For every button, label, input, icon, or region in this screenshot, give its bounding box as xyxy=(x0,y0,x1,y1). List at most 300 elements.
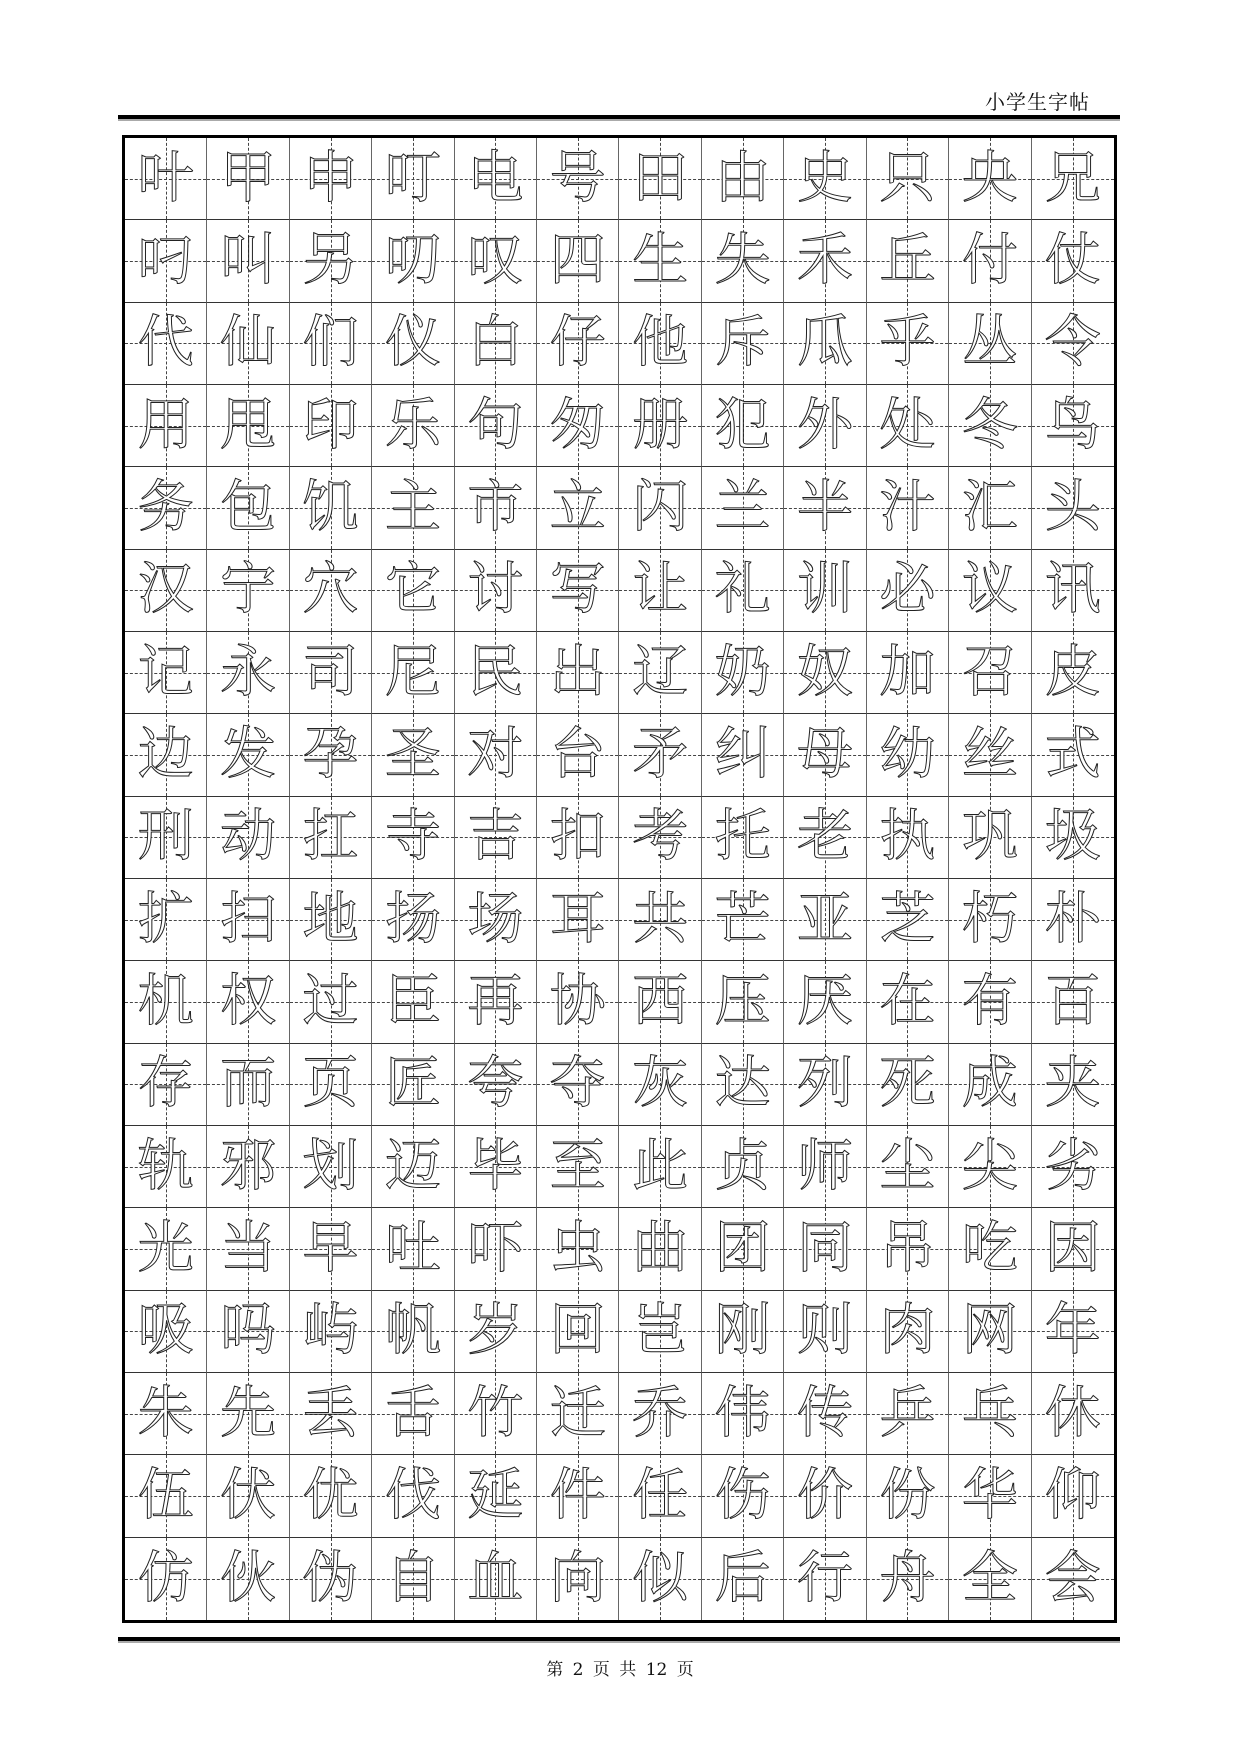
practice-character: 刚 xyxy=(714,1298,771,1364)
practice-character: 仔 xyxy=(549,310,606,376)
practice-character: 汇 xyxy=(961,474,1018,540)
practice-character: 央 xyxy=(961,145,1018,211)
practice-character: 印 xyxy=(302,392,359,458)
practice-character: 西 xyxy=(632,968,689,1034)
practice-cell xyxy=(1032,1291,1114,1373)
practice-character: 吐 xyxy=(384,1215,441,1281)
practice-character: 朴 xyxy=(1044,886,1101,952)
practice-cell xyxy=(619,961,701,1043)
practice-cell xyxy=(125,797,207,879)
practice-cell xyxy=(619,220,701,302)
practice-cell xyxy=(619,797,701,879)
practice-cell xyxy=(537,1126,619,1208)
practice-character: 仿 xyxy=(137,1545,194,1611)
practice-cell xyxy=(125,220,207,302)
practice-character: 立 xyxy=(549,474,606,540)
practice-character: 尖 xyxy=(961,1133,1018,1199)
practice-cell xyxy=(537,1291,619,1373)
practice-character: 协 xyxy=(549,968,606,1034)
practice-cell xyxy=(949,138,1031,220)
practice-character: 边 xyxy=(137,721,194,787)
practice-cell xyxy=(207,385,289,467)
practice-character: 申 xyxy=(302,145,359,211)
practice-character: 死 xyxy=(879,1051,936,1117)
practice-cell xyxy=(702,714,784,796)
practice-character: 头 xyxy=(1044,474,1101,540)
practice-cell xyxy=(455,303,537,385)
practice-cell xyxy=(619,385,701,467)
practice-character: 冬 xyxy=(961,392,1018,458)
practice-character: 丝 xyxy=(961,721,1018,787)
practice-character: 议 xyxy=(961,557,1018,623)
practice-character: 亚 xyxy=(797,886,854,952)
practice-character: 有 xyxy=(961,968,1018,1034)
practice-character: 老 xyxy=(797,804,854,870)
practice-character: 网 xyxy=(961,1298,1018,1364)
practice-cell xyxy=(867,1044,949,1126)
practice-character: 丛 xyxy=(961,310,1018,376)
practice-character: 永 xyxy=(220,639,277,705)
practice-cell xyxy=(867,1291,949,1373)
practice-cell xyxy=(537,1373,619,1455)
practice-character: 伪 xyxy=(302,1545,359,1611)
practice-character: 则 xyxy=(797,1298,854,1364)
practice-character: 对 xyxy=(467,721,524,787)
practice-character: 瓜 xyxy=(797,310,854,376)
practice-character: 四 xyxy=(549,227,606,293)
practice-character: 同 xyxy=(797,1215,854,1281)
practice-cell xyxy=(207,632,289,714)
practice-character: 司 xyxy=(302,639,359,705)
practice-cell xyxy=(537,303,619,385)
practice-character: 劣 xyxy=(1044,1133,1101,1199)
practice-character: 宁 xyxy=(220,557,277,623)
practice-cell xyxy=(455,632,537,714)
practice-character: 禾 xyxy=(797,227,854,293)
practice-cell xyxy=(949,1538,1031,1620)
practice-cell xyxy=(619,550,701,632)
practice-cell xyxy=(867,797,949,879)
practice-cell xyxy=(702,385,784,467)
practice-cell xyxy=(207,1291,289,1373)
practice-character: 皮 xyxy=(1044,639,1101,705)
practice-character: 伍 xyxy=(137,1462,194,1528)
practice-cell xyxy=(125,1291,207,1373)
practice-character: 吸 xyxy=(137,1298,194,1364)
practice-character: 刑 xyxy=(137,804,194,870)
practice-cell xyxy=(372,550,454,632)
practice-cell xyxy=(372,1208,454,1290)
practice-cell xyxy=(702,1455,784,1537)
practice-character: 场 xyxy=(467,886,524,952)
practice-character: 处 xyxy=(879,392,936,458)
practice-cell xyxy=(207,1455,289,1537)
practice-character: 师 xyxy=(797,1133,854,1199)
practice-character: 毕 xyxy=(467,1133,524,1199)
practice-character: 舟 xyxy=(879,1545,936,1611)
practice-character: 汁 xyxy=(879,474,936,540)
practice-character: 先 xyxy=(220,1380,277,1446)
practice-cell xyxy=(455,1044,537,1126)
practice-cell xyxy=(1032,879,1114,961)
practice-character: 丢 xyxy=(302,1380,359,1446)
practice-cell xyxy=(372,138,454,220)
practice-character: 曲 xyxy=(632,1215,689,1281)
practice-character: 穴 xyxy=(302,557,359,623)
practice-cell xyxy=(290,961,372,1043)
practice-cell xyxy=(125,1044,207,1126)
practice-character: 任 xyxy=(632,1462,689,1528)
practice-cell xyxy=(1032,1126,1114,1208)
practice-cell xyxy=(949,879,1031,961)
practice-character: 圾 xyxy=(1044,804,1101,870)
practice-cell xyxy=(784,1538,866,1620)
practice-character: 写 xyxy=(549,557,606,623)
practice-cell xyxy=(125,961,207,1043)
practice-character: 邪 xyxy=(220,1133,277,1199)
practice-cell xyxy=(619,1044,701,1126)
practice-character: 叫 xyxy=(220,227,277,293)
practice-cell xyxy=(537,467,619,549)
practice-cell xyxy=(290,797,372,879)
practice-character: 自 xyxy=(384,1545,441,1611)
practice-cell xyxy=(702,797,784,879)
practice-character: 吃 xyxy=(961,1215,1018,1281)
practice-character: 向 xyxy=(549,1545,606,1611)
practice-character: 舌 xyxy=(384,1380,441,1446)
practice-character: 执 xyxy=(879,804,936,870)
practice-cell xyxy=(1032,138,1114,220)
practice-cell xyxy=(867,220,949,302)
practice-character: 台 xyxy=(549,721,606,787)
practice-cell xyxy=(125,879,207,961)
practice-cell xyxy=(784,467,866,549)
practice-cell xyxy=(867,1455,949,1537)
practice-character: 只 xyxy=(879,145,936,211)
practice-character: 失 xyxy=(714,227,771,293)
practice-character: 伐 xyxy=(384,1462,441,1528)
practice-character: 匆 xyxy=(549,392,606,458)
practice-cell xyxy=(125,550,207,632)
practice-cell xyxy=(455,1291,537,1373)
practice-character: 讨 xyxy=(467,557,524,623)
practice-character: 虫 xyxy=(549,1215,606,1281)
practice-cell xyxy=(537,138,619,220)
practice-cell xyxy=(867,1373,949,1455)
practice-character: 动 xyxy=(220,804,277,870)
practice-character: 传 xyxy=(797,1380,854,1446)
practice-character: 号 xyxy=(549,145,606,211)
practice-character: 夺 xyxy=(549,1051,606,1117)
practice-cell xyxy=(125,1538,207,1620)
practice-character: 尼 xyxy=(384,639,441,705)
practice-cell xyxy=(290,138,372,220)
practice-character: 竹 xyxy=(467,1380,524,1446)
practice-cell xyxy=(125,138,207,220)
practice-character: 礼 xyxy=(714,557,771,623)
practice-character: 乔 xyxy=(632,1380,689,1446)
practice-cell xyxy=(125,1373,207,1455)
practice-character: 史 xyxy=(797,145,854,211)
practice-character: 匠 xyxy=(384,1051,441,1117)
practice-cell xyxy=(1032,467,1114,549)
practice-character: 务 xyxy=(137,474,194,540)
practice-cell xyxy=(1032,550,1114,632)
practice-cell xyxy=(207,879,289,961)
practice-cell xyxy=(290,714,372,796)
practice-cell xyxy=(619,467,701,549)
practice-character: 斥 xyxy=(714,310,771,376)
practice-character: 岁 xyxy=(467,1298,524,1364)
practice-cell xyxy=(455,714,537,796)
practice-character: 芒 xyxy=(714,886,771,952)
practice-cell xyxy=(784,220,866,302)
practice-cell xyxy=(867,961,949,1043)
practice-character: 在 xyxy=(879,968,936,1034)
practice-character: 巩 xyxy=(961,804,1018,870)
practice-cell xyxy=(867,1538,949,1620)
practice-cell xyxy=(537,797,619,879)
practice-character: 生 xyxy=(632,227,689,293)
practice-cell xyxy=(537,632,619,714)
practice-cell xyxy=(372,961,454,1043)
practice-cell xyxy=(537,1208,619,1290)
practice-cell xyxy=(125,632,207,714)
practice-character: 岂 xyxy=(632,1298,689,1364)
practice-character: 发 xyxy=(220,721,277,787)
practice-character: 他 xyxy=(632,310,689,376)
practice-character: 乎 xyxy=(879,310,936,376)
practice-character: 团 xyxy=(714,1215,771,1281)
practice-cell xyxy=(372,1373,454,1455)
practice-cell xyxy=(125,467,207,549)
practice-cell xyxy=(784,1291,866,1373)
practice-character: 甲 xyxy=(220,145,277,211)
practice-cell xyxy=(1032,1373,1114,1455)
practice-cell xyxy=(949,1291,1031,1373)
practice-character: 令 xyxy=(1044,310,1101,376)
practice-cell xyxy=(1032,220,1114,302)
practice-character: 兰 xyxy=(714,474,771,540)
practice-cell xyxy=(784,632,866,714)
practice-cell xyxy=(784,714,866,796)
practice-character: 迁 xyxy=(549,1380,606,1446)
practice-character: 血 xyxy=(467,1545,524,1611)
practice-cell xyxy=(949,1126,1031,1208)
practice-character: 市 xyxy=(467,474,524,540)
practice-cell xyxy=(290,1455,372,1537)
practice-cell xyxy=(1032,1044,1114,1126)
practice-cell xyxy=(125,1455,207,1537)
practice-character: 仙 xyxy=(220,310,277,376)
practice-cell xyxy=(455,220,537,302)
practice-cell xyxy=(455,1455,537,1537)
practice-cell xyxy=(949,385,1031,467)
practice-character: 扣 xyxy=(549,804,606,870)
practice-character: 百 xyxy=(1044,968,1101,1034)
practice-character: 训 xyxy=(797,557,854,623)
practice-cell xyxy=(1032,797,1114,879)
practice-cell xyxy=(207,1208,289,1290)
practice-character: 华 xyxy=(961,1462,1018,1528)
practice-cell xyxy=(125,1208,207,1290)
practice-cell xyxy=(702,138,784,220)
practice-cell xyxy=(949,550,1031,632)
practice-character: 召 xyxy=(961,639,1018,705)
practice-cell xyxy=(784,138,866,220)
practice-character: 叶 xyxy=(137,145,194,211)
practice-character: 圣 xyxy=(384,721,441,787)
practice-cell xyxy=(867,1126,949,1208)
practice-character: 母 xyxy=(797,721,854,787)
practice-character: 过 xyxy=(302,968,359,1034)
practice-cell xyxy=(207,467,289,549)
practice-character: 肉 xyxy=(879,1298,936,1364)
practice-cell xyxy=(207,303,289,385)
practice-cell xyxy=(619,1455,701,1537)
practice-cell xyxy=(455,550,537,632)
practice-cell xyxy=(290,220,372,302)
practice-cell xyxy=(1032,1538,1114,1620)
practice-cell xyxy=(290,385,372,467)
practice-cell xyxy=(537,1538,619,1620)
practice-cell xyxy=(784,550,866,632)
practice-cell xyxy=(207,1373,289,1455)
practice-cell xyxy=(1032,632,1114,714)
practice-cell xyxy=(207,714,289,796)
practice-cell xyxy=(949,303,1031,385)
practice-character: 扛 xyxy=(302,804,359,870)
practice-character: 耳 xyxy=(549,886,606,952)
practice-cell xyxy=(537,220,619,302)
practice-cell xyxy=(125,385,207,467)
practice-character: 因 xyxy=(1044,1215,1101,1281)
practice-character: 另 xyxy=(302,227,359,293)
practice-character: 出 xyxy=(549,639,606,705)
practice-character: 它 xyxy=(384,557,441,623)
practice-character: 似 xyxy=(632,1545,689,1611)
practice-character: 句 xyxy=(467,392,524,458)
practice-cell xyxy=(949,961,1031,1043)
practice-cell xyxy=(867,714,949,796)
practice-character: 吓 xyxy=(467,1215,524,1281)
practice-cell xyxy=(372,303,454,385)
practice-character: 寺 xyxy=(384,804,441,870)
practice-cell xyxy=(207,1126,289,1208)
practice-character: 夸 xyxy=(467,1051,524,1117)
practice-cell xyxy=(125,714,207,796)
practice-character: 光 xyxy=(137,1215,194,1281)
practice-cell xyxy=(619,879,701,961)
practice-cell xyxy=(702,1373,784,1455)
practice-cell xyxy=(702,467,784,549)
practice-cell xyxy=(455,961,537,1043)
practice-cell xyxy=(372,714,454,796)
practice-character: 优 xyxy=(302,1462,359,1528)
practice-cell xyxy=(372,797,454,879)
practice-cell xyxy=(537,1455,619,1537)
practice-character: 扬 xyxy=(384,886,441,952)
practice-character: 矛 xyxy=(632,721,689,787)
practice-character: 外 xyxy=(797,392,854,458)
practice-cell xyxy=(372,1126,454,1208)
practice-character: 成 xyxy=(961,1051,1018,1117)
practice-character: 当 xyxy=(220,1215,277,1281)
practice-cell xyxy=(867,138,949,220)
practice-character: 帆 xyxy=(384,1298,441,1364)
practice-cell xyxy=(537,550,619,632)
practice-cell xyxy=(537,961,619,1043)
practice-character: 考 xyxy=(632,804,689,870)
practice-character: 仪 xyxy=(384,310,441,376)
practice-character: 田 xyxy=(632,145,689,211)
practice-cell xyxy=(784,1208,866,1290)
practice-cell xyxy=(290,1373,372,1455)
practice-cell xyxy=(290,1291,372,1373)
worksheet-title: 小学生字帖 xyxy=(985,90,1090,114)
practice-character: 压 xyxy=(714,968,771,1034)
practice-character: 伟 xyxy=(714,1380,771,1446)
practice-character: 乒 xyxy=(879,1380,936,1446)
practice-cell xyxy=(702,1291,784,1373)
practice-character: 机 xyxy=(137,968,194,1034)
practice-character: 奴 xyxy=(797,639,854,705)
practice-character: 叮 xyxy=(384,145,441,211)
practice-cell xyxy=(372,879,454,961)
practice-character: 扩 xyxy=(137,886,194,952)
header-divider xyxy=(118,115,1120,119)
practice-cell xyxy=(867,632,949,714)
practice-cell xyxy=(784,1126,866,1208)
practice-cell xyxy=(619,138,701,220)
practice-cell xyxy=(619,1291,701,1373)
practice-character: 叨 xyxy=(384,227,441,293)
practice-cell xyxy=(125,303,207,385)
practice-cell xyxy=(619,714,701,796)
practice-cell xyxy=(207,797,289,879)
practice-character: 半 xyxy=(797,474,854,540)
practice-character: 迈 xyxy=(384,1133,441,1199)
practice-character: 册 xyxy=(632,392,689,458)
practice-cell xyxy=(1032,385,1114,467)
practice-character: 犯 xyxy=(714,392,771,458)
practice-cell xyxy=(949,632,1031,714)
practice-character: 饥 xyxy=(302,474,359,540)
practice-cell xyxy=(784,879,866,961)
practice-character: 达 xyxy=(714,1051,771,1117)
practice-character: 臣 xyxy=(384,968,441,1034)
practice-character: 价 xyxy=(797,1462,854,1528)
practice-character: 讯 xyxy=(1044,557,1101,623)
practice-character: 伙 xyxy=(220,1545,277,1611)
practice-cell xyxy=(372,1044,454,1126)
practice-cell xyxy=(949,797,1031,879)
practice-character: 至 xyxy=(549,1133,606,1199)
practice-character: 吊 xyxy=(879,1215,936,1281)
practice-cell xyxy=(455,138,537,220)
practice-cell xyxy=(1032,714,1114,796)
practice-character: 厌 xyxy=(797,968,854,1034)
practice-character: 加 xyxy=(879,639,936,705)
practice-cell xyxy=(372,1538,454,1620)
practice-cell xyxy=(537,1044,619,1126)
practice-cell xyxy=(372,1291,454,1373)
practice-character: 尘 xyxy=(879,1133,936,1199)
practice-cell xyxy=(949,467,1031,549)
practice-cell xyxy=(784,1455,866,1537)
practice-cell xyxy=(949,1455,1031,1537)
practice-character: 伤 xyxy=(714,1462,771,1528)
